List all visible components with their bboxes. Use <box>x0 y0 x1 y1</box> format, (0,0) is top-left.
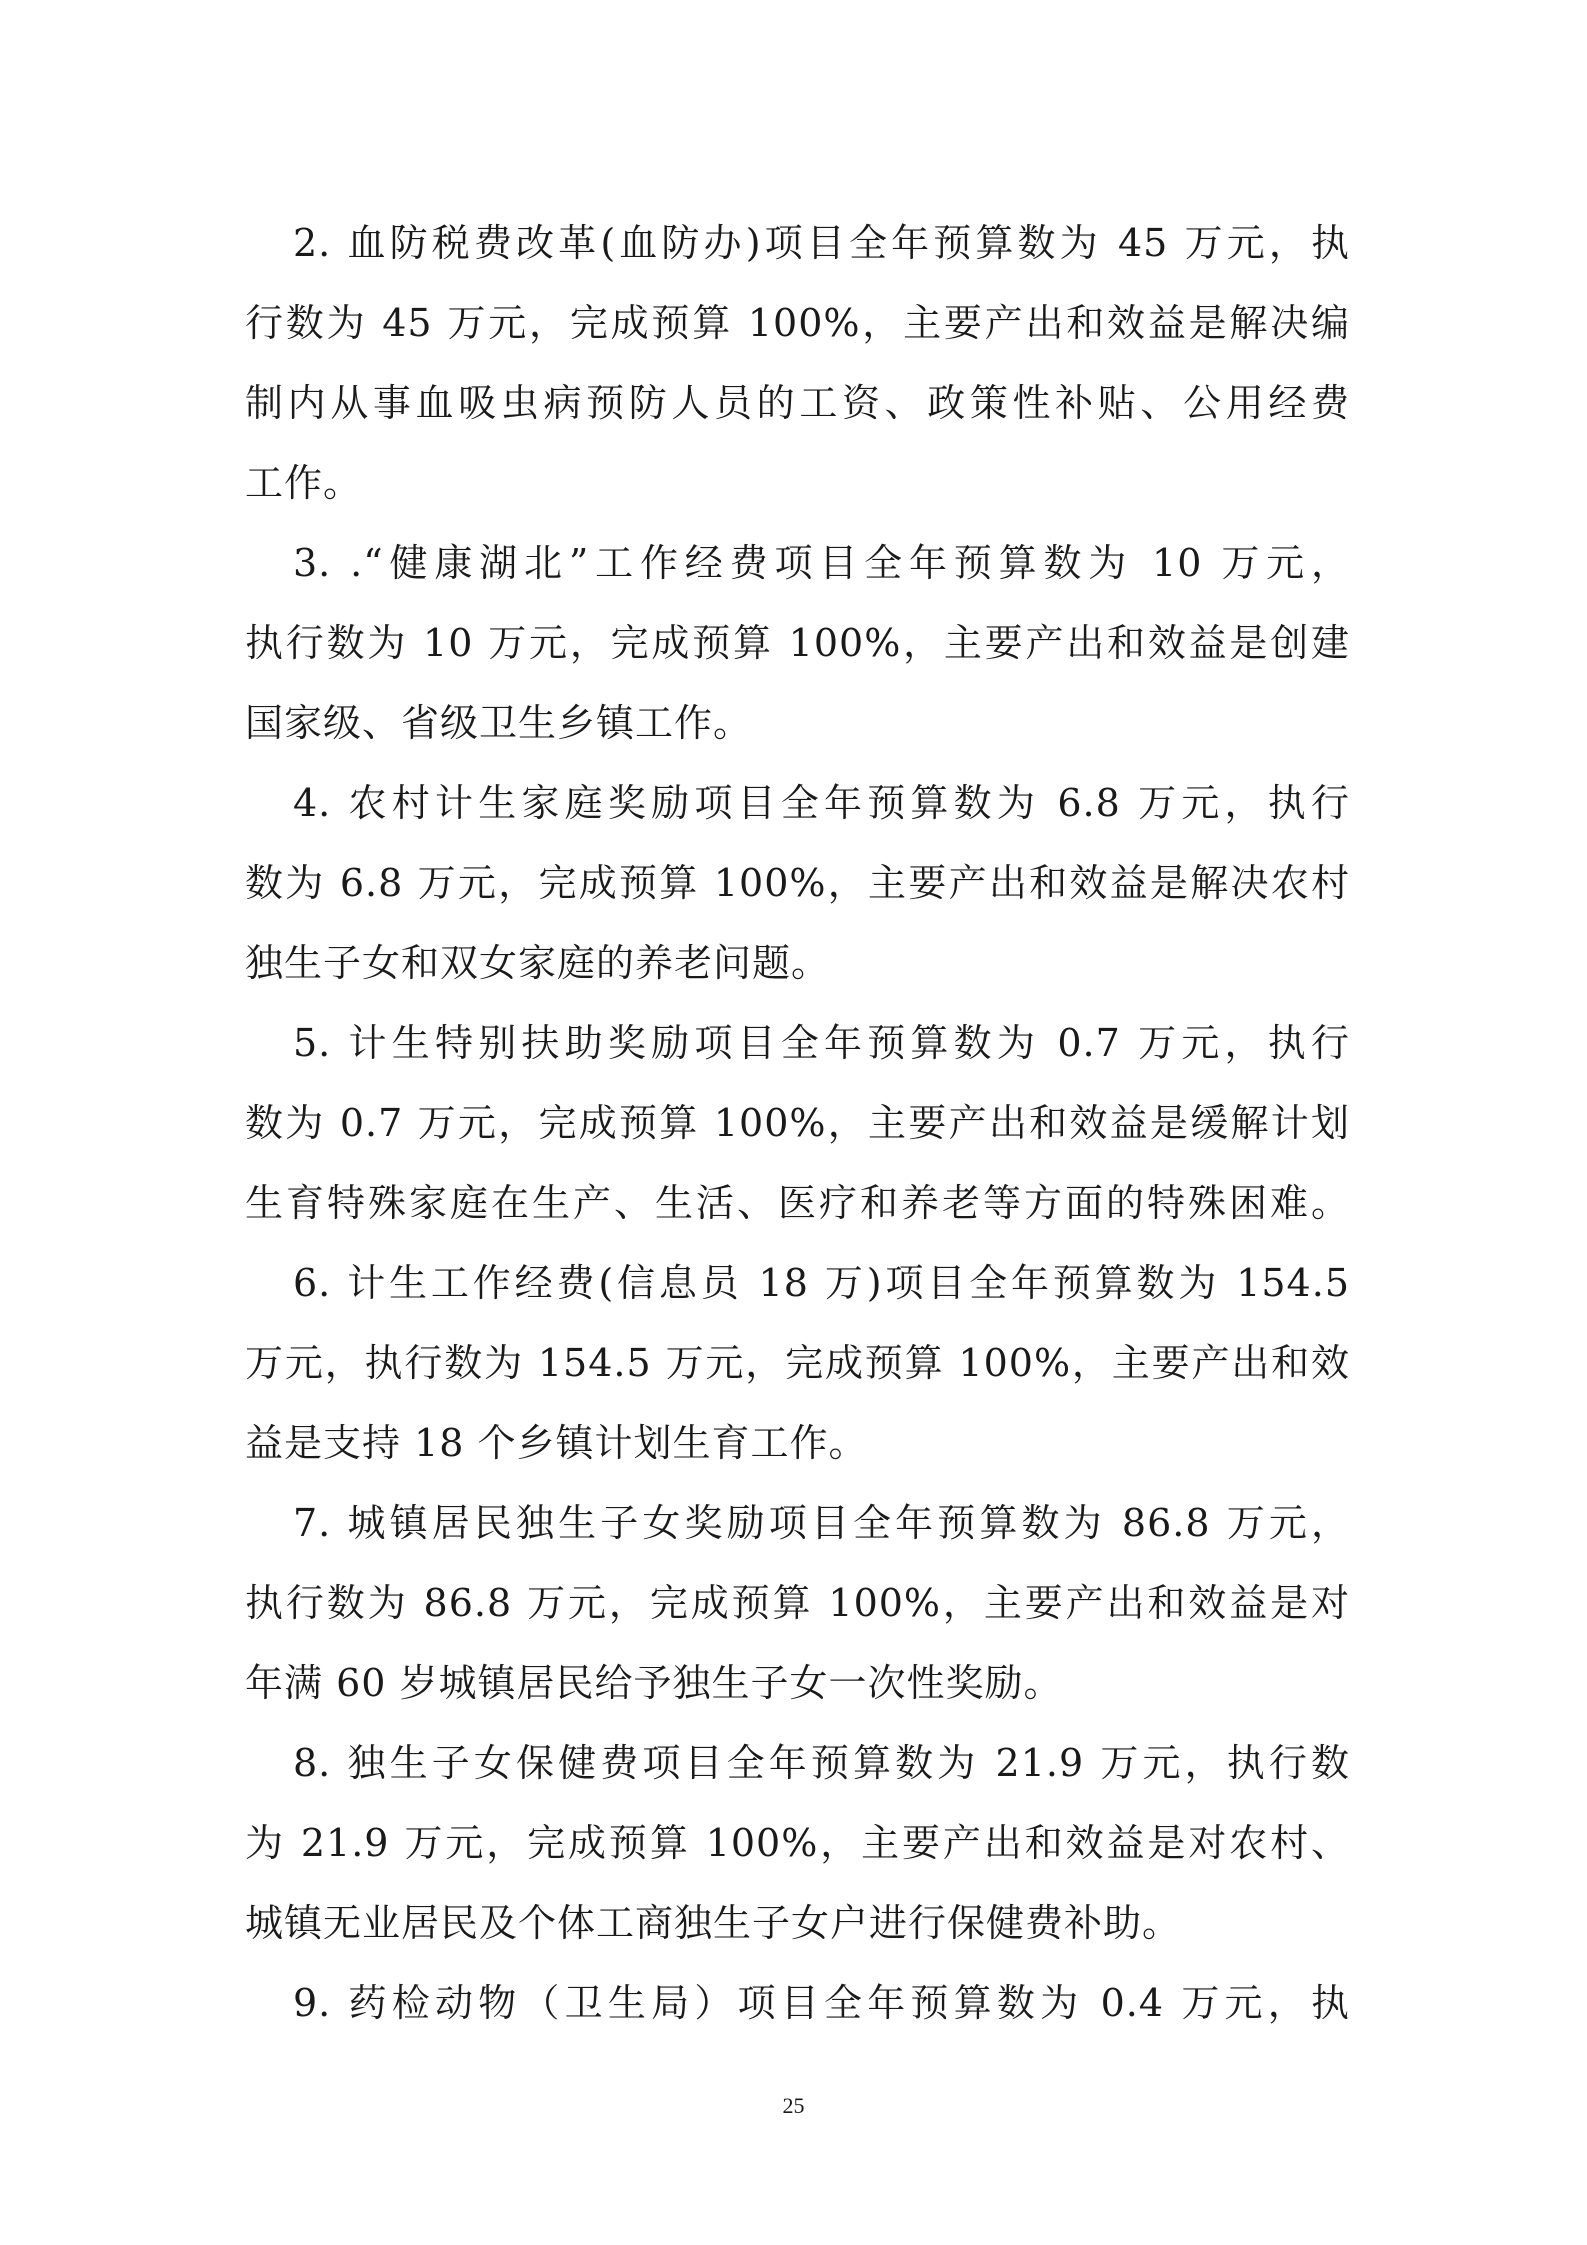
item-8-line-1: 8. 独生子女保健费项目全年预算数为 21.9 万元，执行数 <box>293 1741 1350 1785</box>
item-5-line-1: 5. 计生特别扶助奖励项目全年预算数为 0.7 万元，执行 <box>293 1021 1350 1065</box>
item-3-line-3: 国家级、省级卫生乡镇工作。 <box>245 701 753 745</box>
item-8-line-3: 城镇无业居民及个体工商独生子女户进行保健费补助。 <box>245 1901 1182 1945</box>
item-6-line-1: 6. 计生工作经费(信息员 18 万)项目全年预算数为 154.5 <box>293 1261 1350 1305</box>
item-2-line-2: 行数为 45 万元，完成预算 100%，主要产出和效益是解决编 <box>245 301 1350 345</box>
item-8-line-2: 为 21.9 万元，完成预算 100%，主要产出和效益是对农村、 <box>245 1821 1350 1865</box>
item-4-line-3: 独生子女和双女家庭的养老问题。 <box>245 941 831 985</box>
document-body <box>245 203 1350 2043</box>
item-4-line-2: 数为 6.8 万元，完成预算 100%，主要产出和效益是解决农村 <box>245 861 1350 905</box>
item-7-line-3: 年满 60 岁城镇居民给予独生子女一次性奖励。 <box>245 1661 1063 1705</box>
item-5-line-3: 生育特殊家庭在生产、生活、医疗和养老等方面的特殊困难。 <box>245 1181 1350 1225</box>
item-2-line-1: 2. 血防税费改革(血防办)项目全年预算数为 45 万元，执 <box>293 221 1350 265</box>
item-5-line-2: 数为 0.7 万元，完成预算 100%，主要产出和效益是缓解计划 <box>245 1101 1350 1145</box>
item-6-line-3: 益是支持 18 个乡镇计划生育工作。 <box>245 1421 868 1465</box>
item-6-line-2: 万元，执行数为 154.5 万元，完成预算 100%，主要产出和效 <box>245 1341 1350 1385</box>
item-3-line-2: 执行数为 10 万元，完成预算 100%，主要产出和效益是创建 <box>245 621 1350 665</box>
item-2-line-4: 工作。 <box>245 461 363 505</box>
item-7-line-2: 执行数为 86.8 万元，完成预算 100%，主要产出和效益是对 <box>245 1581 1350 1625</box>
item-7-line-1: 7. 城镇居民独生子女奖励项目全年预算数为 86.8 万元， <box>293 1501 1350 1545</box>
item-9-line-1: 9. 药检动物（卫生局）项目全年预算数为 0.4 万元，执 <box>293 1981 1350 2025</box>
item-4-line-1: 4. 农村计生家庭奖励项目全年预算数为 6.8 万元，执行 <box>293 781 1350 825</box>
item-3-line-1: 3. .“健康湖北”工作经费项目全年预算数为 10 万元， <box>293 541 1350 585</box>
page-number: 25 <box>782 2093 805 2118</box>
item-2-line-3: 制内从事血吸虫病预防人员的工资、政策性补贴、公用经费 <box>245 381 1350 425</box>
